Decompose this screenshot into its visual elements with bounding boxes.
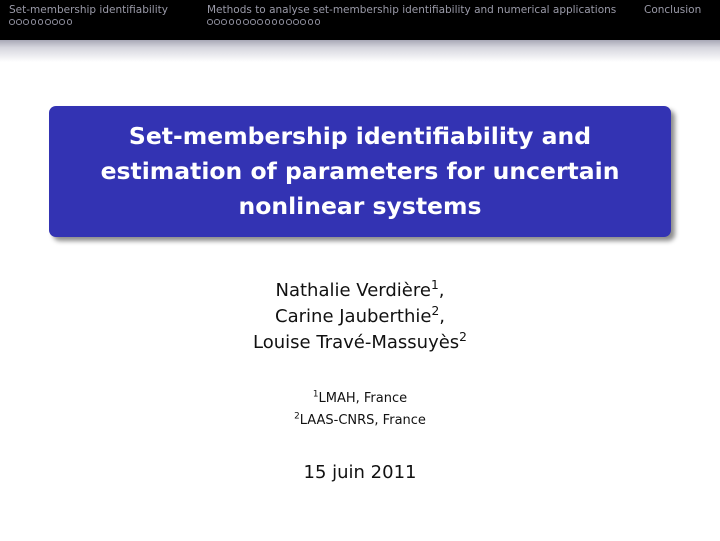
nav-frame-dot[interactable] [38,19,44,25]
nav-frame-dot[interactable] [45,19,51,25]
nav-frame-dot[interactable] [293,19,299,25]
author-name: Nathalie Verdière [275,280,431,301]
author-separator: , [438,280,445,301]
author-1 [0,278,720,304]
presentation-date: 15 juin 2011 [303,462,417,483]
title-box [49,106,671,237]
affil-name: LMAH, France [318,391,408,406]
nav-frame-dot[interactable] [236,19,242,25]
nav-frame-dot[interactable] [315,19,321,25]
title-line-1: Set-membership identifiability and [128,122,592,150]
affiliation-1 [0,388,720,410]
nav-frame-dot[interactable] [300,19,306,25]
author-list [0,278,720,356]
nav-section-methods[interactable] [207,4,616,25]
nav-frame-dot[interactable] [31,19,37,25]
nav-frame-dot[interactable] [229,19,235,25]
affil-mark: 2 [294,411,300,422]
nav-frame-dot[interactable] [59,19,65,25]
nav-frame-dot[interactable] [23,19,29,25]
nav-section-conclusion[interactable] [644,4,701,19]
title-line-3: nonlinear systems [238,192,482,220]
navigation-bar [0,0,720,40]
title-line-2: estimation of parameters for uncertain [100,157,620,185]
nav-frame-dot[interactable] [243,19,249,25]
nav-frame-dot[interactable] [250,19,256,25]
author-separator: , [439,306,445,327]
affiliation-list [0,388,720,432]
nav-frame-dot[interactable] [279,19,285,25]
nav-frame-dot[interactable] [272,19,278,25]
nav-frame-dot[interactable] [67,19,73,25]
nav-frame-dot[interactable] [265,19,271,25]
nav-frame-dot[interactable] [257,19,263,25]
affiliation-2 [0,410,720,432]
nav-dots [207,19,616,25]
nav-dots [9,19,168,25]
author-affil-mark: 2 [431,304,440,318]
author-3 [0,330,720,356]
affil-mark: 1 [312,389,319,400]
author-affil-mark: 2 [459,330,467,344]
nav-section-title[interactable]: Set-membership identifiability [9,4,168,16]
nav-frame-dot[interactable] [52,19,58,25]
affil-name: LAAS-CNRS, France [299,413,426,428]
nav-frame-dot[interactable] [221,19,227,25]
nav-section-title[interactable]: Methods to analyse set-membership identifiability and numerical applications [207,4,617,16]
nav-frame-dot[interactable] [9,19,15,25]
nav-frame-dot[interactable] [214,19,220,25]
author-name: Louise Travé-Massuyès [253,332,460,353]
author-name: Carine Jauberthie [275,306,432,327]
nav-frame-dot[interactable] [207,19,213,25]
nav-frame-dot[interactable] [16,19,22,25]
nav-section-identifiability[interactable] [9,4,168,25]
nav-frame-dot[interactable] [308,19,314,25]
nav-section-title[interactable]: Conclusion [644,4,702,16]
author-2 [0,304,720,330]
slide-title [80,119,640,224]
nav-frame-dot[interactable] [286,19,292,25]
nav-shadow-gradient [0,40,720,62]
author-affil-mark: 1 [430,278,439,292]
